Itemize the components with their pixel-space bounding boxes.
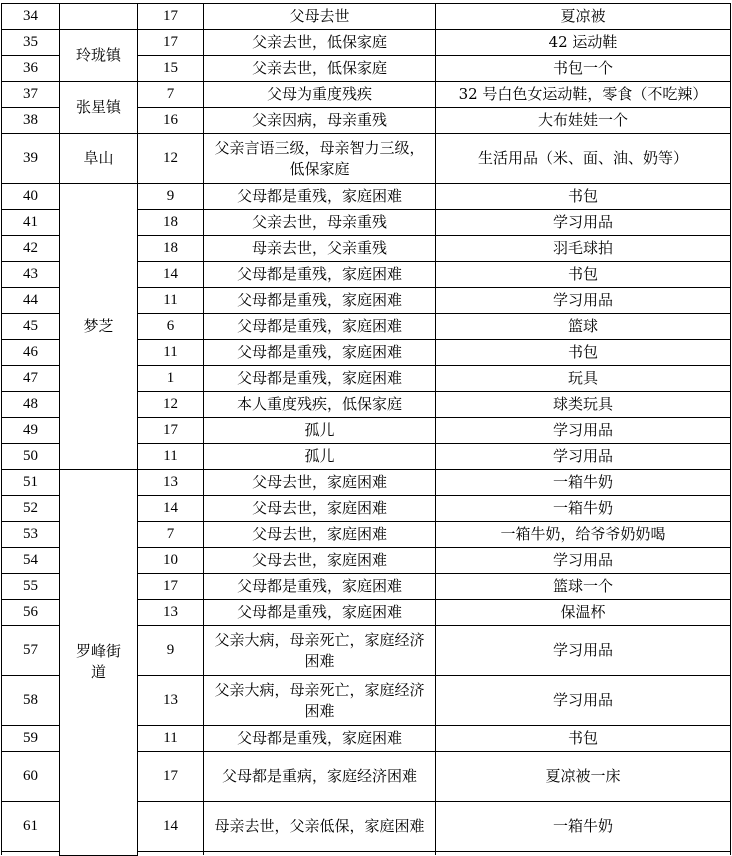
age-cell: 17 — [138, 574, 204, 600]
age-cell: 10 — [138, 548, 204, 574]
age-cell: 12 — [138, 134, 204, 184]
table-row — [2, 184, 731, 210]
age-cell: 14 — [138, 262, 204, 288]
wish-cell: 学习用品 — [436, 626, 731, 676]
age-cell: 11 — [138, 444, 204, 470]
town-cell: 罗峰街道 — [60, 470, 138, 856]
situation-cell: 母亲去世，父亲重残 — [204, 236, 436, 262]
wish-cell: 书包 — [436, 262, 731, 288]
row-number: 41 — [2, 210, 60, 236]
situation-cell: 父母都是重残，家庭困难 — [204, 600, 436, 626]
row-number: 54 — [2, 548, 60, 574]
wish-cell: 学习用品 — [436, 418, 731, 444]
row-number: 61 — [2, 802, 60, 852]
row-number: 39 — [2, 134, 60, 184]
wish-cell: 夏凉被一床 — [436, 752, 731, 802]
situation-cell: 父母都是重残，家庭困难 — [204, 288, 436, 314]
situation-cell: 父母都是重残，家庭困难 — [204, 726, 436, 752]
row-number: 59 — [2, 726, 60, 752]
wish-cell: 玩具 — [436, 366, 731, 392]
wish-cell: 一箱牛奶 — [436, 470, 731, 496]
age-cell: 11 — [138, 340, 204, 366]
age-cell: 7 — [138, 522, 204, 548]
row-number: 42 — [2, 236, 60, 262]
row-number: 57 — [2, 626, 60, 676]
situation-cell: 父亲去世，母亲重残 — [204, 210, 436, 236]
wish-cell: 学习用品 — [436, 288, 731, 314]
empty-cell — [138, 852, 204, 856]
table-row — [2, 470, 731, 496]
wish-cell: 篮球 — [436, 314, 731, 340]
row-number: 45 — [2, 314, 60, 340]
wish-cell: 篮球一个 — [436, 574, 731, 600]
age-cell: 17 — [138, 418, 204, 444]
town-cell: 梦芝 — [60, 184, 138, 470]
age-cell: 13 — [138, 470, 204, 496]
age-cell: 13 — [138, 676, 204, 726]
situation-cell: 孤儿 — [204, 444, 436, 470]
age-cell: 11 — [138, 288, 204, 314]
situation-cell: 父母去世，家庭困难 — [204, 496, 436, 522]
age-cell: 6 — [138, 314, 204, 340]
row-number: 47 — [2, 366, 60, 392]
row-number: 56 — [2, 600, 60, 626]
age-cell: 7 — [138, 82, 204, 108]
situation-cell: 父母都是重残，家庭困难 — [204, 262, 436, 288]
row-number: 51 — [2, 470, 60, 496]
row-number: 43 — [2, 262, 60, 288]
situation-cell: 父母都是重病，家庭经济困难 — [204, 752, 436, 802]
age-cell: 11 — [138, 726, 204, 752]
age-cell: 17 — [138, 752, 204, 802]
row-number: 55 — [2, 574, 60, 600]
wish-cell: 羽毛球拍 — [436, 236, 731, 262]
row-number: 40 — [2, 184, 60, 210]
situation-cell: 父母都是重残，家庭困难 — [204, 314, 436, 340]
situation-cell: 母亲去世，父亲低保，家庭困难 — [204, 802, 436, 852]
table-row — [2, 4, 731, 30]
row-number: 38 — [2, 108, 60, 134]
row-number: 34 — [2, 4, 60, 30]
wish-cell: 学习用品 — [436, 548, 731, 574]
wish-cell: 学习用品 — [436, 444, 731, 470]
town-cell — [60, 4, 138, 30]
age-cell: 12 — [138, 392, 204, 418]
age-cell: 1 — [138, 366, 204, 392]
situation-cell: 父亲去世，低保家庭 — [204, 56, 436, 82]
wish-cell: 书包 — [436, 340, 731, 366]
empty-cell — [2, 852, 60, 856]
row-number: 35 — [2, 30, 60, 56]
table-row — [2, 134, 731, 184]
age-cell: 14 — [138, 496, 204, 522]
age-cell: 9 — [138, 184, 204, 210]
wish-cell: 学习用品 — [436, 676, 731, 726]
wish-cell: 书包 — [436, 184, 731, 210]
table-row — [2, 30, 731, 56]
row-number: 48 — [2, 392, 60, 418]
situation-cell: 父母为重度残疾 — [204, 82, 436, 108]
wish-cell: 书包一个 — [436, 56, 731, 82]
empty-cell — [204, 852, 436, 856]
age-cell: 18 — [138, 210, 204, 236]
wish-cell: 一箱牛奶，给爷爷奶奶喝 — [436, 522, 731, 548]
wish-cell: 书包 — [436, 726, 731, 752]
age-cell: 17 — [138, 4, 204, 30]
age-cell: 13 — [138, 600, 204, 626]
wish-cell: 生活用品（米、面、油、奶等） — [436, 134, 731, 184]
row-number: 53 — [2, 522, 60, 548]
row-number: 50 — [2, 444, 60, 470]
row-number: 49 — [2, 418, 60, 444]
age-cell: 16 — [138, 108, 204, 134]
situation-cell: 父亲大病，母亲死亡，家庭经济困难 — [204, 676, 436, 726]
town-cell: 张星镇 — [60, 82, 138, 134]
wish-cell: 夏凉被 — [436, 4, 731, 30]
situation-cell: 父母都是重残，家庭困难 — [204, 340, 436, 366]
wish-cell: 一箱牛奶 — [436, 802, 731, 852]
situation-cell: 父母都是重残，家庭困难 — [204, 366, 436, 392]
situation-cell: 孤儿 — [204, 418, 436, 444]
row-number: 52 — [2, 496, 60, 522]
wish-cell: 球类玩具 — [436, 392, 731, 418]
age-cell: 14 — [138, 802, 204, 852]
situation-cell: 父母去世，家庭困难 — [204, 470, 436, 496]
wish-cell: 42 运动鞋 — [436, 30, 731, 56]
row-number: 58 — [2, 676, 60, 726]
row-number: 37 — [2, 82, 60, 108]
wish-cell: 大布娃娃一个 — [436, 108, 731, 134]
wishlist-table — [1, 3, 731, 856]
age-cell: 18 — [138, 236, 204, 262]
town-cell: 阜山 — [60, 134, 138, 184]
situation-cell: 父母去世 — [204, 4, 436, 30]
age-cell: 15 — [138, 56, 204, 82]
wish-cell: 32 号白色女运动鞋，零食（不吃辣） — [436, 82, 731, 108]
wish-cell: 学习用品 — [436, 210, 731, 236]
situation-cell: 父亲去世，低保家庭 — [204, 30, 436, 56]
situation-cell: 父母都是重残，家庭困难 — [204, 184, 436, 210]
wish-cell: 一箱牛奶 — [436, 496, 731, 522]
table-row — [2, 82, 731, 108]
row-number: 46 — [2, 340, 60, 366]
situation-cell: 父亲大病，母亲死亡，家庭经济困难 — [204, 626, 436, 676]
row-number: 60 — [2, 752, 60, 802]
empty-cell — [436, 852, 731, 856]
age-cell: 17 — [138, 30, 204, 56]
situation-cell: 父亲言语三级，母亲智力三级，低保家庭 — [204, 134, 436, 184]
situation-cell: 父母去世，家庭困难 — [204, 522, 436, 548]
situation-cell: 本人重度残疾，低保家庭 — [204, 392, 436, 418]
wish-cell: 保温杯 — [436, 600, 731, 626]
situation-cell: 父母去世，家庭困难 — [204, 548, 436, 574]
town-cell: 玲珑镇 — [60, 30, 138, 82]
situation-cell: 父母都是重残，家庭困难 — [204, 574, 436, 600]
row-number: 36 — [2, 56, 60, 82]
situation-cell: 父亲因病，母亲重残 — [204, 108, 436, 134]
row-number: 44 — [2, 288, 60, 314]
age-cell: 9 — [138, 626, 204, 676]
